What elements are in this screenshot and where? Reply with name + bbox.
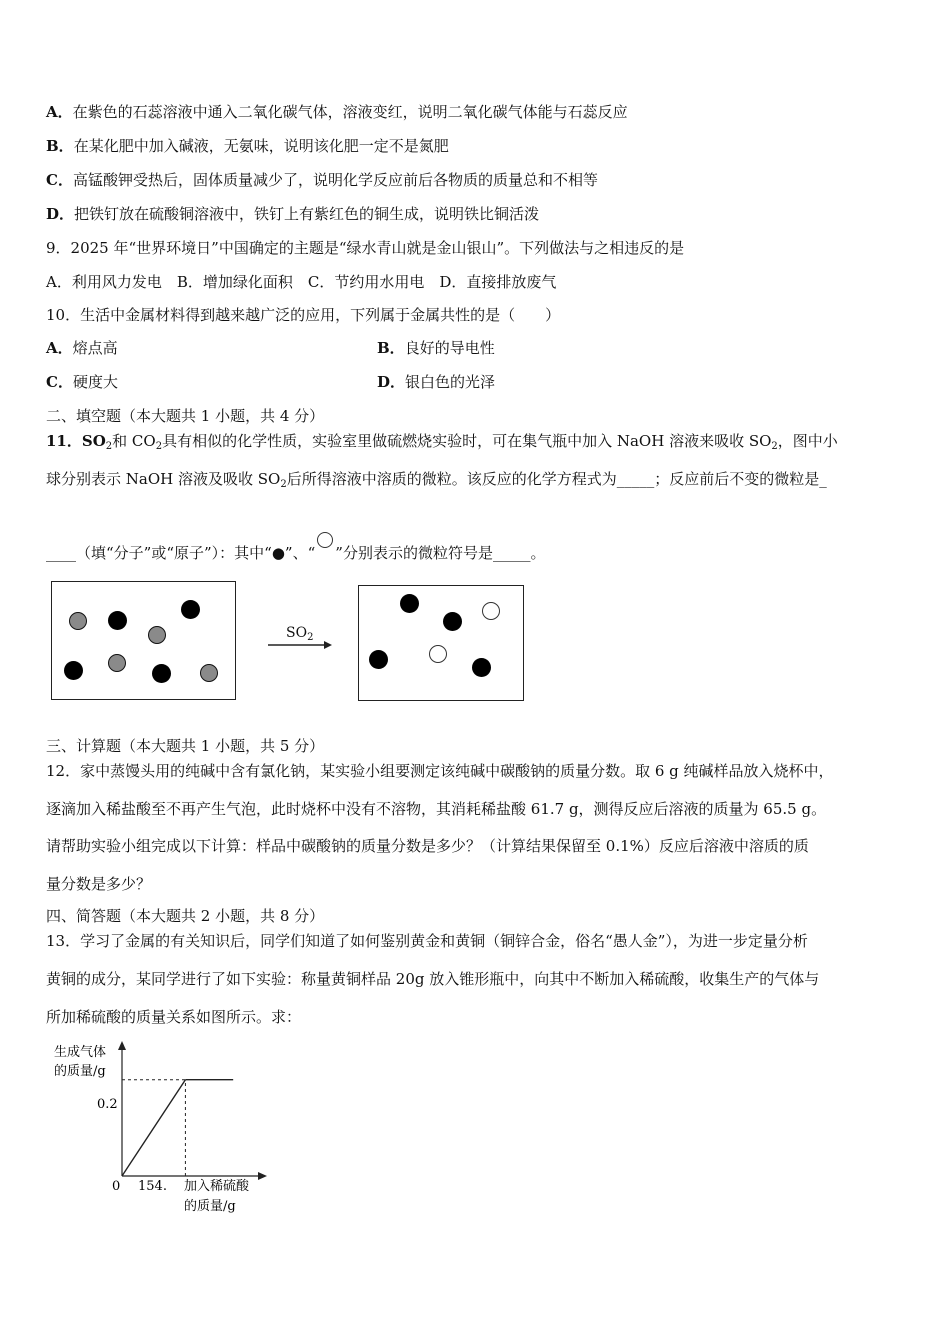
x-axis-label-line-2: 的质量/g — [184, 1199, 236, 1214]
particles-after-box — [358, 585, 524, 701]
option-label: C． — [46, 171, 73, 189]
subscript: 2 — [155, 441, 163, 452]
q11-text: ”分别表示的微粒符号是_____。 — [335, 544, 546, 562]
option-label: A． — [46, 339, 73, 357]
q11-line-3 — [46, 532, 545, 563]
option-label: A． — [46, 103, 73, 121]
option-label: D． — [377, 373, 406, 391]
q11-line-2 — [46, 469, 827, 489]
q11-text: 具有相似的化学性质，实验室里做硫燃烧实验时，可在集气瓶中加入 NaOH 溶液来吸收 SO — [162, 432, 772, 450]
q11-text: 11．SO — [46, 432, 106, 450]
q9-stem: 9．2025 年“世界环境日”中国确定的主题是“绿水青山就是金山银山”。下列做法与之相违反的是 — [46, 239, 685, 257]
x-axis-arrowhead — [258, 1172, 267, 1180]
x-tick-label: 154. — [138, 1179, 167, 1194]
q11-line-1 — [46, 431, 838, 451]
section-heading-short-answer: 四、简答题（本大题共 2 小题，共 8 分） — [46, 907, 325, 925]
option-text: 硬度大 — [72, 373, 118, 391]
black-particle — [181, 600, 200, 619]
gray-particle — [148, 626, 166, 644]
series-line-segment — [122, 1080, 185, 1176]
q11-text: 和 CO — [112, 432, 156, 450]
q8-option-d — [46, 204, 539, 224]
q10-option-a — [46, 338, 118, 358]
option-label: B． — [377, 339, 405, 357]
origin-label: 0 — [112, 1179, 121, 1194]
arrow-label-text: SO — [286, 625, 308, 641]
q11-text: 球分别表示 NaOH 溶液及吸收 SO — [46, 470, 281, 488]
gas-mass-chart — [40, 1038, 300, 1218]
q12-line-3: 请帮助实验小组完成以下计算：样品中碳酸钠的质量分数是多少？（计算结果保留至 0.1%）反应后溶液中溶质的质 — [46, 837, 809, 855]
subscript: 2 — [105, 441, 113, 452]
subscript: 2 — [280, 479, 287, 490]
option-text: 熔点高 — [72, 339, 118, 357]
option-text: 银白色的光泽 — [405, 373, 496, 391]
option-text: 良好的导电性 — [404, 339, 495, 357]
black-particle — [400, 594, 419, 613]
option-text: 在某化肥中加入碱液，无氨味，说明该化肥一定不是氮肥 — [73, 137, 449, 155]
black-particle — [443, 612, 462, 631]
black-particle — [64, 661, 83, 680]
hollow-circle-icon — [317, 532, 333, 548]
q11-text: ，图中小 — [777, 432, 838, 450]
option-text: 在紫色的石蕊溶液中通入二氧化碳气体，溶液变红，说明二氧化碳气体能与石蕊反应 — [72, 103, 628, 121]
option-label: D． — [46, 205, 75, 223]
q12-line-2: 逐滴加入稀盐酸至不再产生气泡，此时烧杯中没有不溶物，其消耗稀盐酸 61.7 g，测得反应后溶液的质量为 65.5 g。 — [46, 800, 827, 818]
y-axis-label-line-1: 生成气体 — [54, 1045, 107, 1060]
y-axis-label-line-2: 的质量/g — [54, 1064, 106, 1079]
gray-particle — [108, 654, 126, 672]
q10-option-c — [46, 372, 118, 392]
q10-option-d — [377, 372, 495, 392]
q13-line-3: 所加稀硫酸的质量关系如图所示。求： — [46, 1008, 302, 1026]
option-label: B． — [46, 137, 74, 155]
section-heading-fill-blank: 二、填空题（本大题共 1 小题，共 4 分） — [46, 407, 325, 425]
q12-line-1: 12．家中蒸馒头用的纯碱中含有氯化钠，某实验小组要测定该纯碱中碳酸钠的质量分数。取 6 g 纯碱样品放入烧杯中， — [46, 762, 834, 780]
option-text: 把铁钉放在硫酸铜溶液中，铁钉上有紫红色的铜生成，说明铁比铜活泼 — [74, 205, 540, 223]
particles-before-box — [51, 581, 236, 700]
q10-stem: 10．生活中金属材料得到越来越广泛的应用，下列属于金属共性的是（ ） — [46, 306, 561, 324]
subscript: 2 — [307, 632, 314, 643]
section-heading-calculation: 三、计算题（本大题共 1 小题，共 5 分） — [46, 737, 325, 755]
black-particle — [369, 650, 388, 669]
q13-line-2: 黄铜的成分，某同学进行了如下实验：称量黄铜样品 20g 放入锥形瓶中，向其中不断加入稀硫酸，收集生产的气体与 — [46, 970, 820, 988]
option-label: C． — [46, 373, 73, 391]
q11-text: ____（填“分子”或“原子”）：其中“●”、“ — [46, 544, 316, 562]
q11-text: 后所得溶液中溶质的微粒。该反应的化学方程式为_____；反应前后不变的微粒是_ — [286, 470, 827, 488]
black-particle — [152, 664, 171, 683]
gray-particle — [69, 612, 87, 630]
q10-option-b — [377, 338, 495, 358]
q12-line-4: 量分数是多少？ — [46, 875, 152, 893]
gray-particle — [200, 664, 218, 682]
q8-option-b — [46, 136, 449, 156]
x-axis-label-line-1: 加入稀硫酸 — [184, 1179, 250, 1194]
q8-option-a — [46, 102, 628, 122]
q8-option-c — [46, 170, 598, 190]
black-particle — [472, 658, 491, 677]
option-text: 高锰酸钾受热后，固体质量减少了，说明化学反应前后各物质的质量总和不相等 — [72, 171, 598, 189]
q9-options: A．利用风力发电 B．增加绿化面积 C．节约用水用电 D．直接排放废气 — [46, 273, 557, 291]
q13-line-1: 13．学习了金属的有关知识后，同学们知道了如何鉴别黄金和黄铜（铜锌合金，俗名“愚人金”），为进一步定量分析 — [46, 932, 808, 950]
white-particle — [482, 602, 500, 620]
reaction-arrow — [266, 625, 336, 655]
y-axis-arrowhead — [118, 1041, 126, 1050]
y-tick-label: 0.2 — [97, 1097, 118, 1112]
white-particle — [429, 645, 447, 663]
black-particle — [108, 611, 127, 630]
subscript: 2 — [771, 441, 778, 452]
arrow-icon — [266, 625, 336, 655]
